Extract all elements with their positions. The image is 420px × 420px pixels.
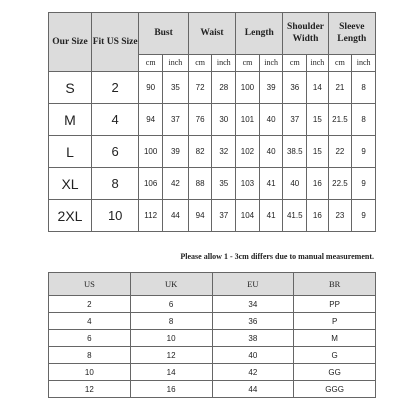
- bust-inch-cell: 44: [162, 200, 188, 232]
- length-cm-cell: 100: [236, 72, 260, 104]
- us-size-cell: 6: [92, 136, 139, 168]
- size-cell: L: [49, 136, 92, 168]
- us-size-cell: 10: [92, 200, 139, 232]
- table-row: [49, 168, 376, 200]
- waist-inch-cell: 37: [212, 200, 236, 232]
- header-bust: Bust: [139, 13, 188, 55]
- size-chart-body: [49, 72, 376, 232]
- conversion-cell-eu: 36: [212, 313, 294, 330]
- conversion-cell-us: 12: [49, 381, 131, 398]
- sleeve-inch-cell: 8: [352, 104, 376, 136]
- header-length: Length: [236, 13, 283, 55]
- length-cm-cell: 102: [236, 136, 260, 168]
- header-fit-us-size: Fit US Size: [92, 13, 139, 72]
- unit-cm: cm: [188, 54, 212, 71]
- length-cm-cell: 103: [236, 168, 260, 200]
- unit-inch: inch: [259, 54, 283, 71]
- size-cell: XL: [49, 168, 92, 200]
- shoulder-inch-cell: 15: [307, 104, 329, 136]
- table-row: [49, 104, 376, 136]
- measurement-note: Please allow 1 - 3cm differs due to manual measurement.: [180, 252, 374, 261]
- length-inch-cell: 40: [259, 104, 283, 136]
- length-cm-cell: 101: [236, 104, 260, 136]
- waist-cm-cell: 76: [188, 104, 212, 136]
- conversion-cell-eu: 42: [212, 364, 294, 381]
- table-row: [49, 364, 376, 381]
- conversion-header-br: BR: [294, 273, 376, 296]
- unit-inch: inch: [212, 54, 236, 71]
- conversion-cell-br: M: [294, 330, 376, 347]
- us-size-cell: 4: [92, 104, 139, 136]
- sleeve-inch-cell: 8: [352, 72, 376, 104]
- size-cell: S: [49, 72, 92, 104]
- waist-cm-cell: 82: [188, 136, 212, 168]
- size-cell: 2XL: [49, 200, 92, 232]
- unit-inch: inch: [352, 54, 376, 71]
- bust-cm-cell: 112: [139, 200, 163, 232]
- conversion-cell-br: G: [294, 347, 376, 364]
- conversion-header-us: US: [49, 273, 131, 296]
- unit-inch: inch: [162, 54, 188, 71]
- unit-cm: cm: [139, 54, 163, 71]
- conversion-cell-uk: 12: [130, 347, 212, 364]
- conversion-cell-uk: 16: [130, 381, 212, 398]
- table-row: [49, 200, 376, 232]
- table-row: [49, 330, 376, 347]
- length-cm-cell: 104: [236, 200, 260, 232]
- bust-cm-cell: 90: [139, 72, 163, 104]
- shoulder-cm-cell: 41.5: [283, 200, 307, 232]
- waist-cm-cell: 88: [188, 168, 212, 200]
- unit-cm: cm: [236, 54, 260, 71]
- conversion-cell-us: 4: [49, 313, 131, 330]
- length-inch-cell: 41: [259, 168, 283, 200]
- conversion-cell-eu: 40: [212, 347, 294, 364]
- bust-inch-cell: 35: [162, 72, 188, 104]
- conversion-cell-us: 2: [49, 296, 131, 313]
- table-row: [49, 136, 376, 168]
- conversion-cell-uk: 10: [130, 330, 212, 347]
- sleeve-inch-cell: 9: [352, 200, 376, 232]
- conversion-cell-us: 10: [49, 364, 131, 381]
- bust-cm-cell: 106: [139, 168, 163, 200]
- conversion-header-eu: EU: [212, 273, 294, 296]
- sleeve-inch-cell: 9: [352, 136, 376, 168]
- us-size-cell: 2: [92, 72, 139, 104]
- conversion-cell-uk: 6: [130, 296, 212, 313]
- bust-cm-cell: 94: [139, 104, 163, 136]
- sleeve-cm-cell: 23: [328, 200, 352, 232]
- header-shoulder-width: Shoulder Width: [283, 13, 328, 55]
- conversion-cell-eu: 44: [212, 381, 294, 398]
- bust-inch-cell: 39: [162, 136, 188, 168]
- waist-inch-cell: 32: [212, 136, 236, 168]
- conversion-header-uk: UK: [130, 273, 212, 296]
- sleeve-inch-cell: 9: [352, 168, 376, 200]
- conversion-cell-eu: 38: [212, 330, 294, 347]
- length-inch-cell: 40: [259, 136, 283, 168]
- us-size-cell: 8: [92, 168, 139, 200]
- bust-inch-cell: 37: [162, 104, 188, 136]
- sleeve-cm-cell: 21: [328, 72, 352, 104]
- shoulder-inch-cell: 15: [307, 136, 329, 168]
- unit-cm: cm: [283, 54, 307, 71]
- shoulder-cm-cell: 38.5: [283, 136, 307, 168]
- waist-inch-cell: 35: [212, 168, 236, 200]
- unit-inch: inch: [307, 54, 329, 71]
- conversion-cell-us: 6: [49, 330, 131, 347]
- shoulder-cm-cell: 36: [283, 72, 307, 104]
- size-cell: M: [49, 104, 92, 136]
- waist-cm-cell: 72: [188, 72, 212, 104]
- waist-inch-cell: 28: [212, 72, 236, 104]
- sleeve-cm-cell: 21.5: [328, 104, 352, 136]
- shoulder-inch-cell: 14: [307, 72, 329, 104]
- table-row: [49, 313, 376, 330]
- bust-cm-cell: 100: [139, 136, 163, 168]
- header-waist: Waist: [188, 13, 235, 55]
- waist-inch-cell: 30: [212, 104, 236, 136]
- shoulder-cm-cell: 37: [283, 104, 307, 136]
- conversion-cell-br: PP: [294, 296, 376, 313]
- table-row: [49, 296, 376, 313]
- conversion-cell-eu: 34: [212, 296, 294, 313]
- header-our-size: Our Size: [49, 13, 92, 72]
- shoulder-cm-cell: 40: [283, 168, 307, 200]
- bust-inch-cell: 42: [162, 168, 188, 200]
- conversion-cell-br: GGG: [294, 381, 376, 398]
- shoulder-inch-cell: 16: [307, 200, 329, 232]
- conversion-cell-uk: 14: [130, 364, 212, 381]
- size-conversion-table: [48, 272, 376, 398]
- unit-cm: cm: [328, 54, 352, 71]
- conversion-cell-us: 8: [49, 347, 131, 364]
- table-row: [49, 347, 376, 364]
- table-row: [49, 72, 376, 104]
- conversion-cell-uk: 8: [130, 313, 212, 330]
- conversion-cell-br: P: [294, 313, 376, 330]
- size-chart-table: [48, 12, 376, 232]
- sleeve-cm-cell: 22: [328, 136, 352, 168]
- length-inch-cell: 41: [259, 200, 283, 232]
- conversion-header-row: [49, 273, 376, 296]
- sleeve-cm-cell: 22.5: [328, 168, 352, 200]
- length-inch-cell: 39: [259, 72, 283, 104]
- header-sleeve-length: Sleeve Length: [328, 13, 375, 55]
- conversion-cell-br: GG: [294, 364, 376, 381]
- table-row: [49, 381, 376, 398]
- waist-cm-cell: 94: [188, 200, 212, 232]
- shoulder-inch-cell: 16: [307, 168, 329, 200]
- conversion-body: [49, 296, 376, 398]
